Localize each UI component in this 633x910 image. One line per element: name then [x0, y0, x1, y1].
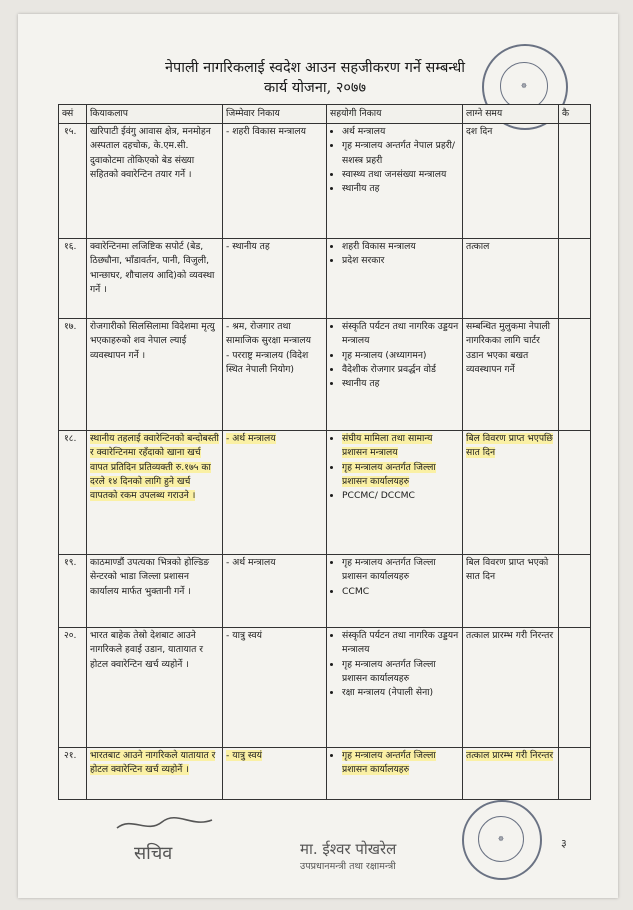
table-row: [59, 319, 591, 431]
support-item: • संस्कृति पर्यटन तथा नागरिक उड्डयन मन्त्रालय: [342, 629, 459, 657]
support-item: [342, 432, 459, 460]
support-item: • गृह मन्त्रालय अन्तर्गत नेपाल प्रहरी/सशस्त्र प्रहरी: [342, 139, 459, 167]
highlighted-text: गृह मन्त्रालय अन्तर्गत जिल्ला प्रशासन कार्यालयहरु: [342, 461, 436, 487]
support-item: • प्रदेश सरकार: [342, 254, 459, 268]
highlighted-text: भारतबाट आउने नागरिकले यातायात र होटल क्वारेन्टिन खर्च व्यहोर्ने ।: [90, 750, 216, 776]
secretary-title: सचिव: [134, 843, 173, 864]
row-remarks: [559, 239, 591, 319]
row-activity: खरिपाटी ईवंगु आवास क्षेत्र, मनमोहन अस्पताल दहचोक, के.एम.सी. दुवाकोटमा तोकिएको बेड संख्या सहितको क्वारेन्टिन तयार गर्ने ।: [87, 124, 223, 239]
row-support: [327, 239, 463, 319]
document-title: [150, 58, 480, 98]
row-time: [463, 748, 559, 800]
support-item: [342, 461, 459, 489]
header-remarks: कै: [559, 105, 591, 124]
emblem-icon: ☸: [478, 816, 524, 862]
row-responsible: - यात्रु स्वयं: [223, 628, 327, 748]
highlighted-text: स्थानीय तहलाई क्वारेन्टिनको बन्दोबस्ती र क्वारेन्टिनमा रहँदाको खाना खर्च वापत प्रतिदिन प्रतिव्यक्ती रु.१७५ का दरले १४ दिनको लागि हुने खर्च वापतको रकम उपलब्ध गराउने ।: [90, 433, 219, 502]
row-time: तत्काल: [463, 239, 559, 319]
highlighted-text: संघीय मामिला तथा सामान्य प्रशासन मन्त्रालय: [342, 433, 433, 459]
minister-signature: [300, 815, 480, 885]
table-row: [59, 239, 591, 319]
row-remarks: [559, 431, 591, 555]
table-row: [59, 124, 591, 239]
row-activity: काठमाण्डौं उपत्यका भित्रको होल्डिङ सेन्टरको भाडा जिल्ला प्रशासन कार्यालय मार्फत भुक्तानी गर्ने ।: [87, 555, 223, 628]
highlighted-text: गृह मन्त्रालय अन्तर्गत जिल्ला प्रशासन कार्यालयहरु: [342, 750, 436, 776]
header-responsible: जिम्मेवार निकाय: [223, 105, 327, 124]
support-item: [342, 749, 459, 777]
row-remarks: [559, 124, 591, 239]
table-header-row: [59, 105, 591, 124]
highlighted-text: बिल विवरण प्राप्त भएपछि सात दिन: [466, 433, 553, 459]
row-number: १६.: [59, 239, 87, 319]
support-item: • CCMC: [342, 585, 459, 599]
row-responsible: - श्रम, रोजगार तथा सामाजिक सुरक्षा मन्त्रालय - परराष्ट्र मन्त्रालय (विदेश स्थित नेपाली नियोग): [223, 319, 327, 431]
row-remarks: [559, 555, 591, 628]
highlighted-text: तत्काल प्रारम्भ गरी निरन्तर: [466, 750, 554, 762]
highlighted-text: - अर्थ मन्त्रालय: [226, 433, 276, 445]
row-remarks: [559, 748, 591, 800]
row-number: १९.: [59, 555, 87, 628]
row-number: १५.: [59, 124, 87, 239]
row-support: [327, 748, 463, 800]
row-number: १७.: [59, 319, 87, 431]
row-responsible: - अर्थ मन्त्रालय: [223, 555, 327, 628]
secretary-signature: [112, 814, 222, 864]
row-activity: भारत बाहेक तेस्रो देशबाट आउने नागरिकले हवाई उडान, यातायात र होटल क्वारेन्टिन खर्च व्यहोर्ने ।: [87, 628, 223, 748]
action-plan-table: [58, 104, 591, 800]
highlighted-text: - यात्रु स्वयं: [226, 750, 262, 762]
row-activity: रोजगारीको सिलसिलामा विदेशमा मृत्यु भएकाहरुको शव नेपाल ल्याई व्यवस्थापन गर्ने ।: [87, 319, 223, 431]
office-seal-bottom: [462, 800, 542, 880]
row-support: [327, 555, 463, 628]
support-item: • अर्थ मन्त्रालय: [342, 125, 459, 139]
row-time: तत्काल प्रारम्भ गरी निरन्तर: [463, 628, 559, 748]
emblem-icon: ☸: [500, 62, 548, 110]
support-item: • संस्कृति पर्यटन तथा नागरिक उड्डयन मन्त्रालय: [342, 320, 459, 348]
title-line-1: नेपाली नागरिकलाई स्वदेश आउन सहजीकरण गर्ने सम्बन्धी: [164, 60, 466, 76]
row-responsible: - शहरी विकास मन्त्रालय: [223, 124, 327, 239]
support-item: • रक्षा मन्त्रालय (नेपाली सेना): [342, 686, 459, 700]
table-row: [59, 628, 591, 748]
row-remarks: [559, 628, 591, 748]
row-activity: क्वारेन्टिनमा लजिष्टिक सपोर्ट (बेड, ठिछ्यौना, भाँडावर्तन, पानी, विजुली, भान्छाघर, शौचालय आदि)को व्यवस्था गर्ने ।: [87, 239, 223, 319]
row-activity: [87, 748, 223, 800]
support-item: • वैदेशीक रोजगार प्रवर्द्धन वोर्ड: [342, 363, 459, 377]
support-item: • गृह मन्त्रालय अन्तर्गत जिल्ला प्रशासन कार्यालयहरु: [342, 658, 459, 686]
table-row: [59, 748, 591, 800]
support-item: • गृह मन्त्रालय अन्तर्गत जिल्ला प्रशासन कार्यालयहरु: [342, 556, 459, 584]
row-number: २१.: [59, 748, 87, 800]
header-serial: क्सं: [59, 105, 87, 124]
page-number: ३: [561, 837, 567, 850]
row-time: सम्बन्धित मुलुकमा नेपाली नागरिकका लागि चार्टर उडान भएका बखत व्यवस्थापन गर्ने: [463, 319, 559, 431]
support-item: • स्थानीय तह: [342, 377, 459, 391]
row-support: [327, 628, 463, 748]
table-row: [59, 431, 591, 555]
row-support: [327, 319, 463, 431]
minister-role: उपप्रधानमन्त्री तथा रक्षामन्त्री: [300, 861, 396, 872]
row-time: बिल विवरण प्राप्त भएको सात दिन: [463, 555, 559, 628]
row-responsible: - स्थानीय तह: [223, 239, 327, 319]
row-support: [327, 431, 463, 555]
header-time: लाग्ने समय: [463, 105, 559, 124]
minister-name: मा. ईश्वर पोखरेल: [300, 840, 397, 858]
row-support: [327, 124, 463, 239]
row-time: दश दिन: [463, 124, 559, 239]
support-item: • गृह मन्त्रालय (अध्यागमन): [342, 349, 459, 363]
row-remarks: [559, 319, 591, 431]
signature-scribble-icon: [112, 814, 222, 836]
support-item: • स्वास्थ्य तथा जनसंख्या मन्त्रालय: [342, 168, 459, 182]
table-row: [59, 555, 591, 628]
row-responsible: [223, 431, 327, 555]
row-responsible: [223, 748, 327, 800]
support-item: • PCCMC/ DCCMC: [342, 489, 459, 503]
row-activity: [87, 431, 223, 555]
support-item: • शहरी विकास मन्त्रालय: [342, 240, 459, 254]
header-activity: कियाकलाप: [87, 105, 223, 124]
row-number: २०.: [59, 628, 87, 748]
row-time: [463, 431, 559, 555]
header-support: सहयोगी निकाय: [327, 105, 463, 124]
title-line-2: कार्य योजना, २०७७: [263, 80, 367, 96]
support-item: • स्थानीय तह: [342, 182, 459, 196]
row-number: १८.: [59, 431, 87, 555]
